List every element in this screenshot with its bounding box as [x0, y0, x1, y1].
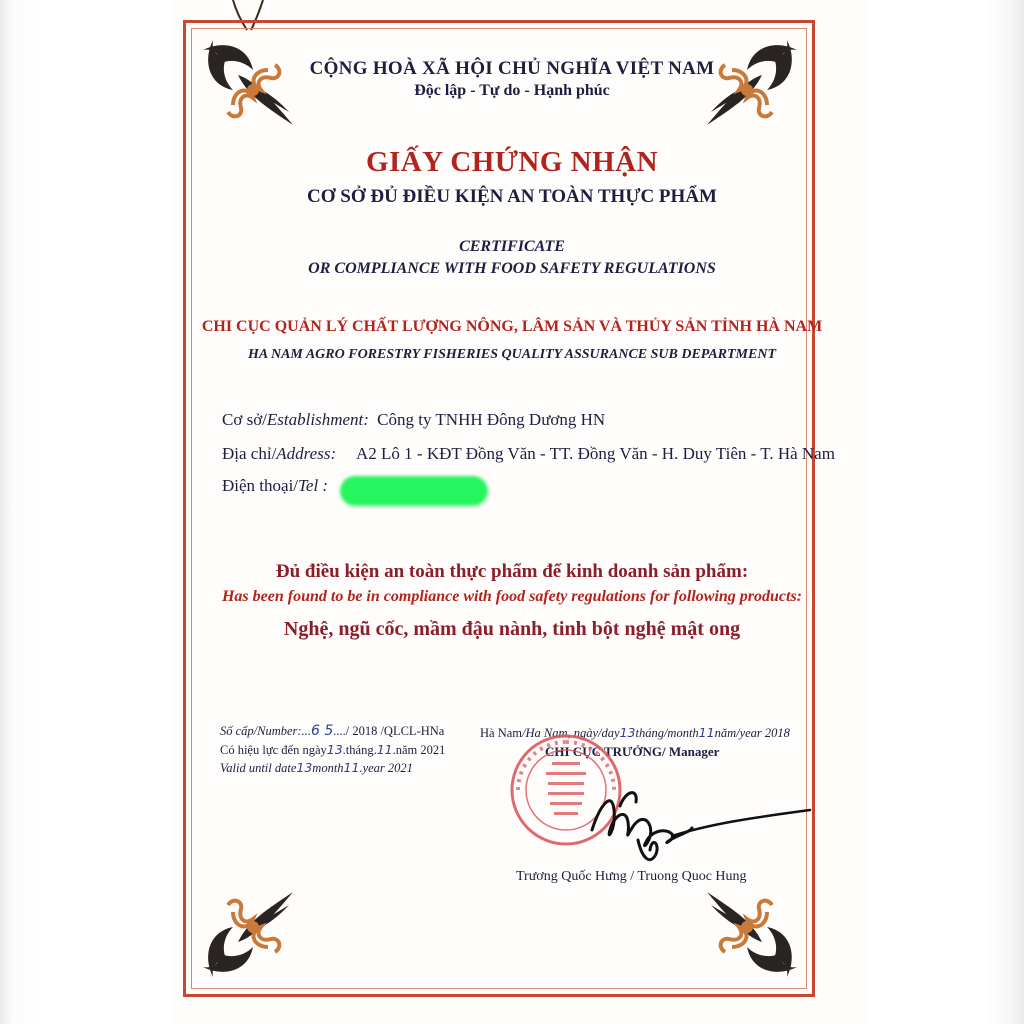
handwritten-signature — [580, 770, 820, 880]
national-motto: Độc lập - Tự do - Hạnh phúc — [414, 82, 610, 99]
certificate-subtitle: CƠ SỞ ĐỦ ĐIỀU KIỆN AN TOÀN THỰC PHẨM — [307, 186, 717, 207]
establishment-row — [222, 410, 605, 430]
certificate-title: GIẤY CHỨNG NHẬN — [365, 146, 659, 178]
signer-position: CHI CỤC TRƯỞNG/ Manager — [545, 744, 720, 759]
signer-name: Trương Quốc Hưng / Truong Quoc Hung — [516, 869, 747, 884]
establishment-label: Cơ sở/Establishment: — [222, 410, 369, 429]
issuing-authority-en: HA NAM AGRO FORESTRY FISHERIES QUALITY ASSURANCE SUB DEPARTMENT — [248, 347, 776, 362]
fleur-de-lis-ornament-bottom-left-icon — [193, 877, 303, 987]
issue-place-date: Hà Nam/Ha Nam, ngày/day13tháng/month11năm/year 2018 — [480, 725, 790, 740]
address-value: A2 Lô 1 - KĐT Đồng Văn - TT. Đồng Văn - H. Duy Tiên - T. Hà Nam — [356, 444, 835, 463]
issuing-authority: CHI CỤC QUẢN LÝ CHẤT LƯỢNG NÔNG, LÂM SẢN VÀ THỦY SẢN TỈNH HÀ NAM — [201, 318, 823, 335]
fleur-de-lis-ornament-bottom-right-icon — [697, 877, 807, 987]
compliance-statement-en: Has been found to be in compliance with food safety regulations for following products: — [221, 588, 803, 605]
tel-redaction-mark — [340, 476, 488, 506]
certificate-subtitle-en: OR COMPLIANCE WITH FOOD SAFETY REGULATIONS — [308, 260, 716, 277]
validity-vi: Có hiệu lực đến ngày13.tháng.11.năm 2021 — [220, 742, 446, 757]
address-label: Địa chỉ/Address: — [222, 444, 337, 463]
national-title: CỘNG HOÀ XÃ HỘI CHỦ NGHĨA VIỆT NAM — [309, 58, 715, 79]
certificate-title-en: CERTIFICATE — [459, 238, 565, 255]
product-list: Nghệ, ngũ cốc, mầm đậu nành, tinh bột nghệ mật ong — [283, 618, 741, 640]
compliance-statement: Đủ điều kiện an toàn thực phẩm để kinh doanh sản phẩm: — [275, 561, 749, 582]
establishment-value: Công ty TNHH Đông Dương HN — [377, 410, 606, 429]
validity-en: Valid until date13month11.year 2021 — [220, 760, 413, 775]
issue-number: Số cấp/Number:...6 5..../ 2018 /QLCL-HNa — [220, 723, 445, 739]
tel-label: Điện thoại/Tel : — [222, 476, 329, 495]
